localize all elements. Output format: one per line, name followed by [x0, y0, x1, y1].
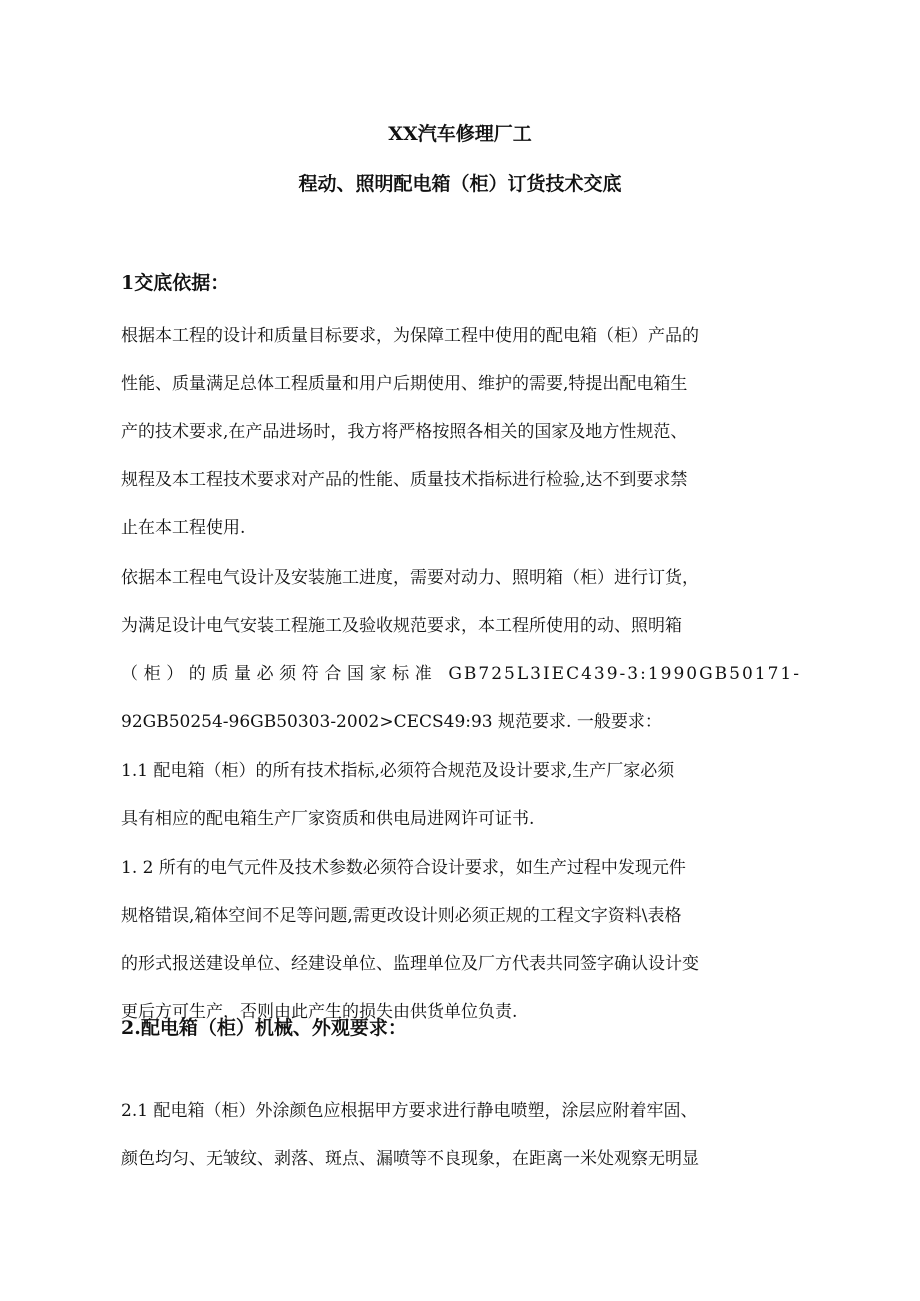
paragraph-line: 92GB50254-96GB50303-2002>CECS49:93 规范要求. 一般要求： [121, 712, 662, 732]
paragraph-line: 产的技术要求,在产品进场时，我方将严格按照各相关的国家及地方性规范、 [121, 422, 688, 442]
paragraph-line: 止在本工程使用. [121, 518, 246, 538]
item-2-1 [121, 1087, 801, 1183]
paragraph-line: 为满足设计电气安装工程施工及验收规范要求，本工程所使用的动、照明箱 [121, 616, 682, 636]
document-title-line-1: XX汽车修理厂工 [388, 123, 532, 145]
paragraph-line: 规程及本工程技术要求对产品的性能、质量技术指标进行检验,达不到要求禁 [121, 470, 688, 490]
paragraph-line: 的形式报送建设单位、经建设单位、监理单位及厂方代表共同签字确认设计变 [121, 954, 699, 974]
document-title-line-2: 程动、照明配电箱（柜）订货技术交底 [298, 173, 622, 195]
paragraph-line: 2.1 配电箱（柜）外涂颜色应根据甲方要求进行静电喷塑，涂层应附着牢固、 [121, 1101, 698, 1121]
section-1-paragraph-standards [121, 554, 801, 746]
paragraph-line: 更后方可生产，否则由此产生的损失由供货单位负责. [121, 1002, 518, 1022]
paragraph-line: 性能、质量满足总体工程质量和用户后期使用、维护的需要,特提出配电箱生 [121, 374, 688, 394]
item-1-2 [121, 844, 801, 1036]
paragraph-line: （柜）的质量必须符合国家标准 GB725L3IEC439-3:1990GB50171- [121, 664, 801, 684]
item-1-1 [121, 747, 801, 843]
paragraph-line: 1. 2 所有的电气元件及技术参数必须符合设计要求，如生产过程中发现元件 [121, 858, 686, 878]
section-1-paragraph-basis [121, 312, 801, 552]
section-2-heading: 2.配电箱（柜）机械、外观要求： [121, 1017, 407, 1039]
paragraph-line: 颜色均匀、无皱纹、剥落、斑点、漏喷等不良现象，在距离一米处观察无明显 [121, 1149, 699, 1169]
paragraph-line: 规格错误,箱体空间不足等问题,需更改设计则必须正规的工程文字资料\表格 [121, 906, 682, 926]
paragraph-line: 依据本工程电气设计及安装施工进度，需要对动力、照明箱（柜）进行订货， [121, 568, 699, 588]
paragraph-line: 根据本工程的设计和质量目标要求，为保障工程中使用的配电箱（柜）产品的 [121, 326, 699, 346]
section-1-heading: 1交底依据： [121, 272, 230, 294]
paragraph-line: 1.1 配电箱（柜）的所有技术指标,必须符合规范及设计要求,生产厂家必须 [121, 761, 675, 781]
paragraph-line: 具有相应的配电箱生产厂家资质和供电局进网许可证书. [121, 809, 535, 829]
